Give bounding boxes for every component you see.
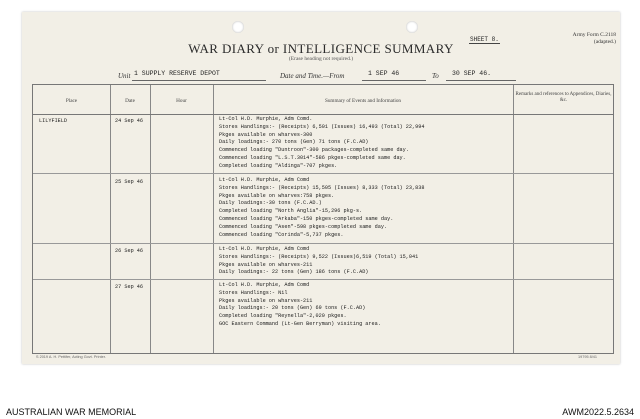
header-hour: Hour	[176, 98, 187, 104]
header-remarks: Remarks and references to Appendices, Diaries, &c.	[515, 92, 612, 103]
entry-place: LILYFIELD	[39, 118, 68, 124]
summary-line: Daily loadings:-30 tons (F.C.AD.)	[219, 200, 322, 207]
entry-summary	[219, 246, 418, 277]
from-underline	[362, 80, 426, 81]
diary-sheet	[22, 12, 620, 364]
punch-hole	[232, 21, 244, 33]
summary-line: Pkges available on wharves:758 pkges.	[219, 192, 335, 199]
summary-line: Commenced loading "Asen"-598 pkges-completed same day.	[219, 223, 388, 230]
summary-line: Lt-Col H.D. Murphie, Adm Comd	[219, 282, 310, 288]
sheet-number: SHEET 8.	[470, 36, 499, 43]
archive-reference: AWM2022.5.2634	[562, 407, 634, 417]
summary-line: Commenced loading "Duntroon"-300 packages-completed same day.	[219, 147, 409, 154]
document-title: WAR DIARY or INTELLIGENCE SUMMARY	[188, 41, 454, 56]
column-divider	[110, 85, 111, 353]
table-header	[33, 85, 613, 115]
summary-line: Stores Handlings:- Nil	[219, 289, 288, 296]
entry-date: 24 Sep 46	[115, 118, 144, 124]
unit-value: 1 SUPPLY RESERVE DEPOT	[134, 70, 220, 77]
diary-table	[32, 84, 614, 354]
column-divider	[513, 85, 514, 353]
entry-separator	[33, 243, 613, 244]
printer-imprint: S 2019 A. H. Pettifer, Acting Govt. Printer.	[36, 355, 106, 359]
form-code: 19795 8/41	[578, 355, 598, 359]
summary-line: GOC Eastern Command (Lt-Gen Berryman) visiting area.	[219, 320, 381, 327]
army-form-number: Army Form C.2118	[572, 32, 616, 38]
date-time-label: Date and Time.—From	[280, 72, 345, 80]
header-place: Place	[65, 98, 78, 104]
summary-line: Lt-Col H.D. Murphie, Adm Comd.	[219, 116, 313, 122]
to-date-value: 30 SEP 46.	[452, 70, 492, 77]
column-divider	[213, 85, 214, 353]
summary-line: Lt-Col H.D. Murphie, Adm Comd	[219, 177, 310, 183]
summary-line: Daily loadings:- 20 tons (Gen) 69 tons (F.C.AD)	[219, 305, 366, 312]
army-form-label	[544, 32, 616, 46]
summary-line: Completed loading "Reynella"-2,020 pkges.	[219, 313, 347, 320]
summary-line: Commenced loading "Corinda"-5,737 pkges.	[219, 231, 344, 238]
entry-summary	[219, 177, 424, 239]
archive-credit: AUSTRALIAN WAR MEMORIAL	[6, 407, 137, 417]
army-form-note: (adapted.)	[593, 39, 616, 45]
summary-line: Commenced loading "L.S.T.3014"-586 pkges-completed same day.	[219, 154, 406, 161]
summary-line: Completed loading "North Anglia"-15,296 pkg-s.	[219, 208, 363, 215]
unit-underline	[132, 80, 266, 81]
from-date-value: 1 SEP 46	[368, 70, 400, 77]
summary-line: Daily loadings:- 270 tons (Gen) 71 tons (F.C.AD)	[219, 139, 369, 146]
summary-line: Completed loading "Aldinga"-707 pkges.	[219, 162, 338, 169]
summary-line: Pkges available on wharves-211	[219, 261, 313, 268]
summary-line: Stores Handlings:- (Receipts) 6,501 (Issues) 16,493 (Total) 22,994	[219, 123, 425, 130]
column-divider	[150, 85, 151, 353]
entry-date: 27 Sep 46	[115, 284, 144, 290]
summary-line: Pkges available on wharves-300	[219, 131, 313, 138]
entry-date: 26 Sep 46	[115, 248, 144, 254]
unit-label: Unit	[118, 72, 131, 80]
header-summary: Summary of Events and Information	[324, 98, 402, 104]
to-label: To	[432, 72, 439, 80]
document-subtitle: (Erase heading not required.)	[288, 56, 354, 62]
summary-line: Daily loadings:- 22 tons (Gen) 186 tons (F.C.AD)	[219, 269, 369, 276]
to-underline	[446, 80, 516, 81]
entry-date: 25 Sep 46	[115, 179, 144, 185]
summary-line: Commenced loading "Arkaba"-150 pkges-completed same day.	[219, 215, 394, 222]
unit-row	[22, 69, 620, 81]
summary-line: Lt-Col H.D. Murphie, Adm Comd	[219, 246, 310, 252]
entry-summary	[219, 116, 424, 171]
summary-line: Pkges available on wharves-211	[219, 297, 313, 304]
entry-separator	[33, 279, 613, 280]
summary-line: Stores Handlings:- (Receipts) 15,505 (Issues) 8,333 (Total) 23,838	[219, 184, 425, 191]
entry-summary	[219, 282, 381, 329]
header-date: Date	[125, 98, 135, 104]
entry-separator	[33, 173, 613, 174]
punch-hole	[406, 21, 418, 33]
summary-line: Stores Handlings:- (Receipts) 9,522 (Issues)6,519 (Total) 15,041	[219, 253, 419, 260]
